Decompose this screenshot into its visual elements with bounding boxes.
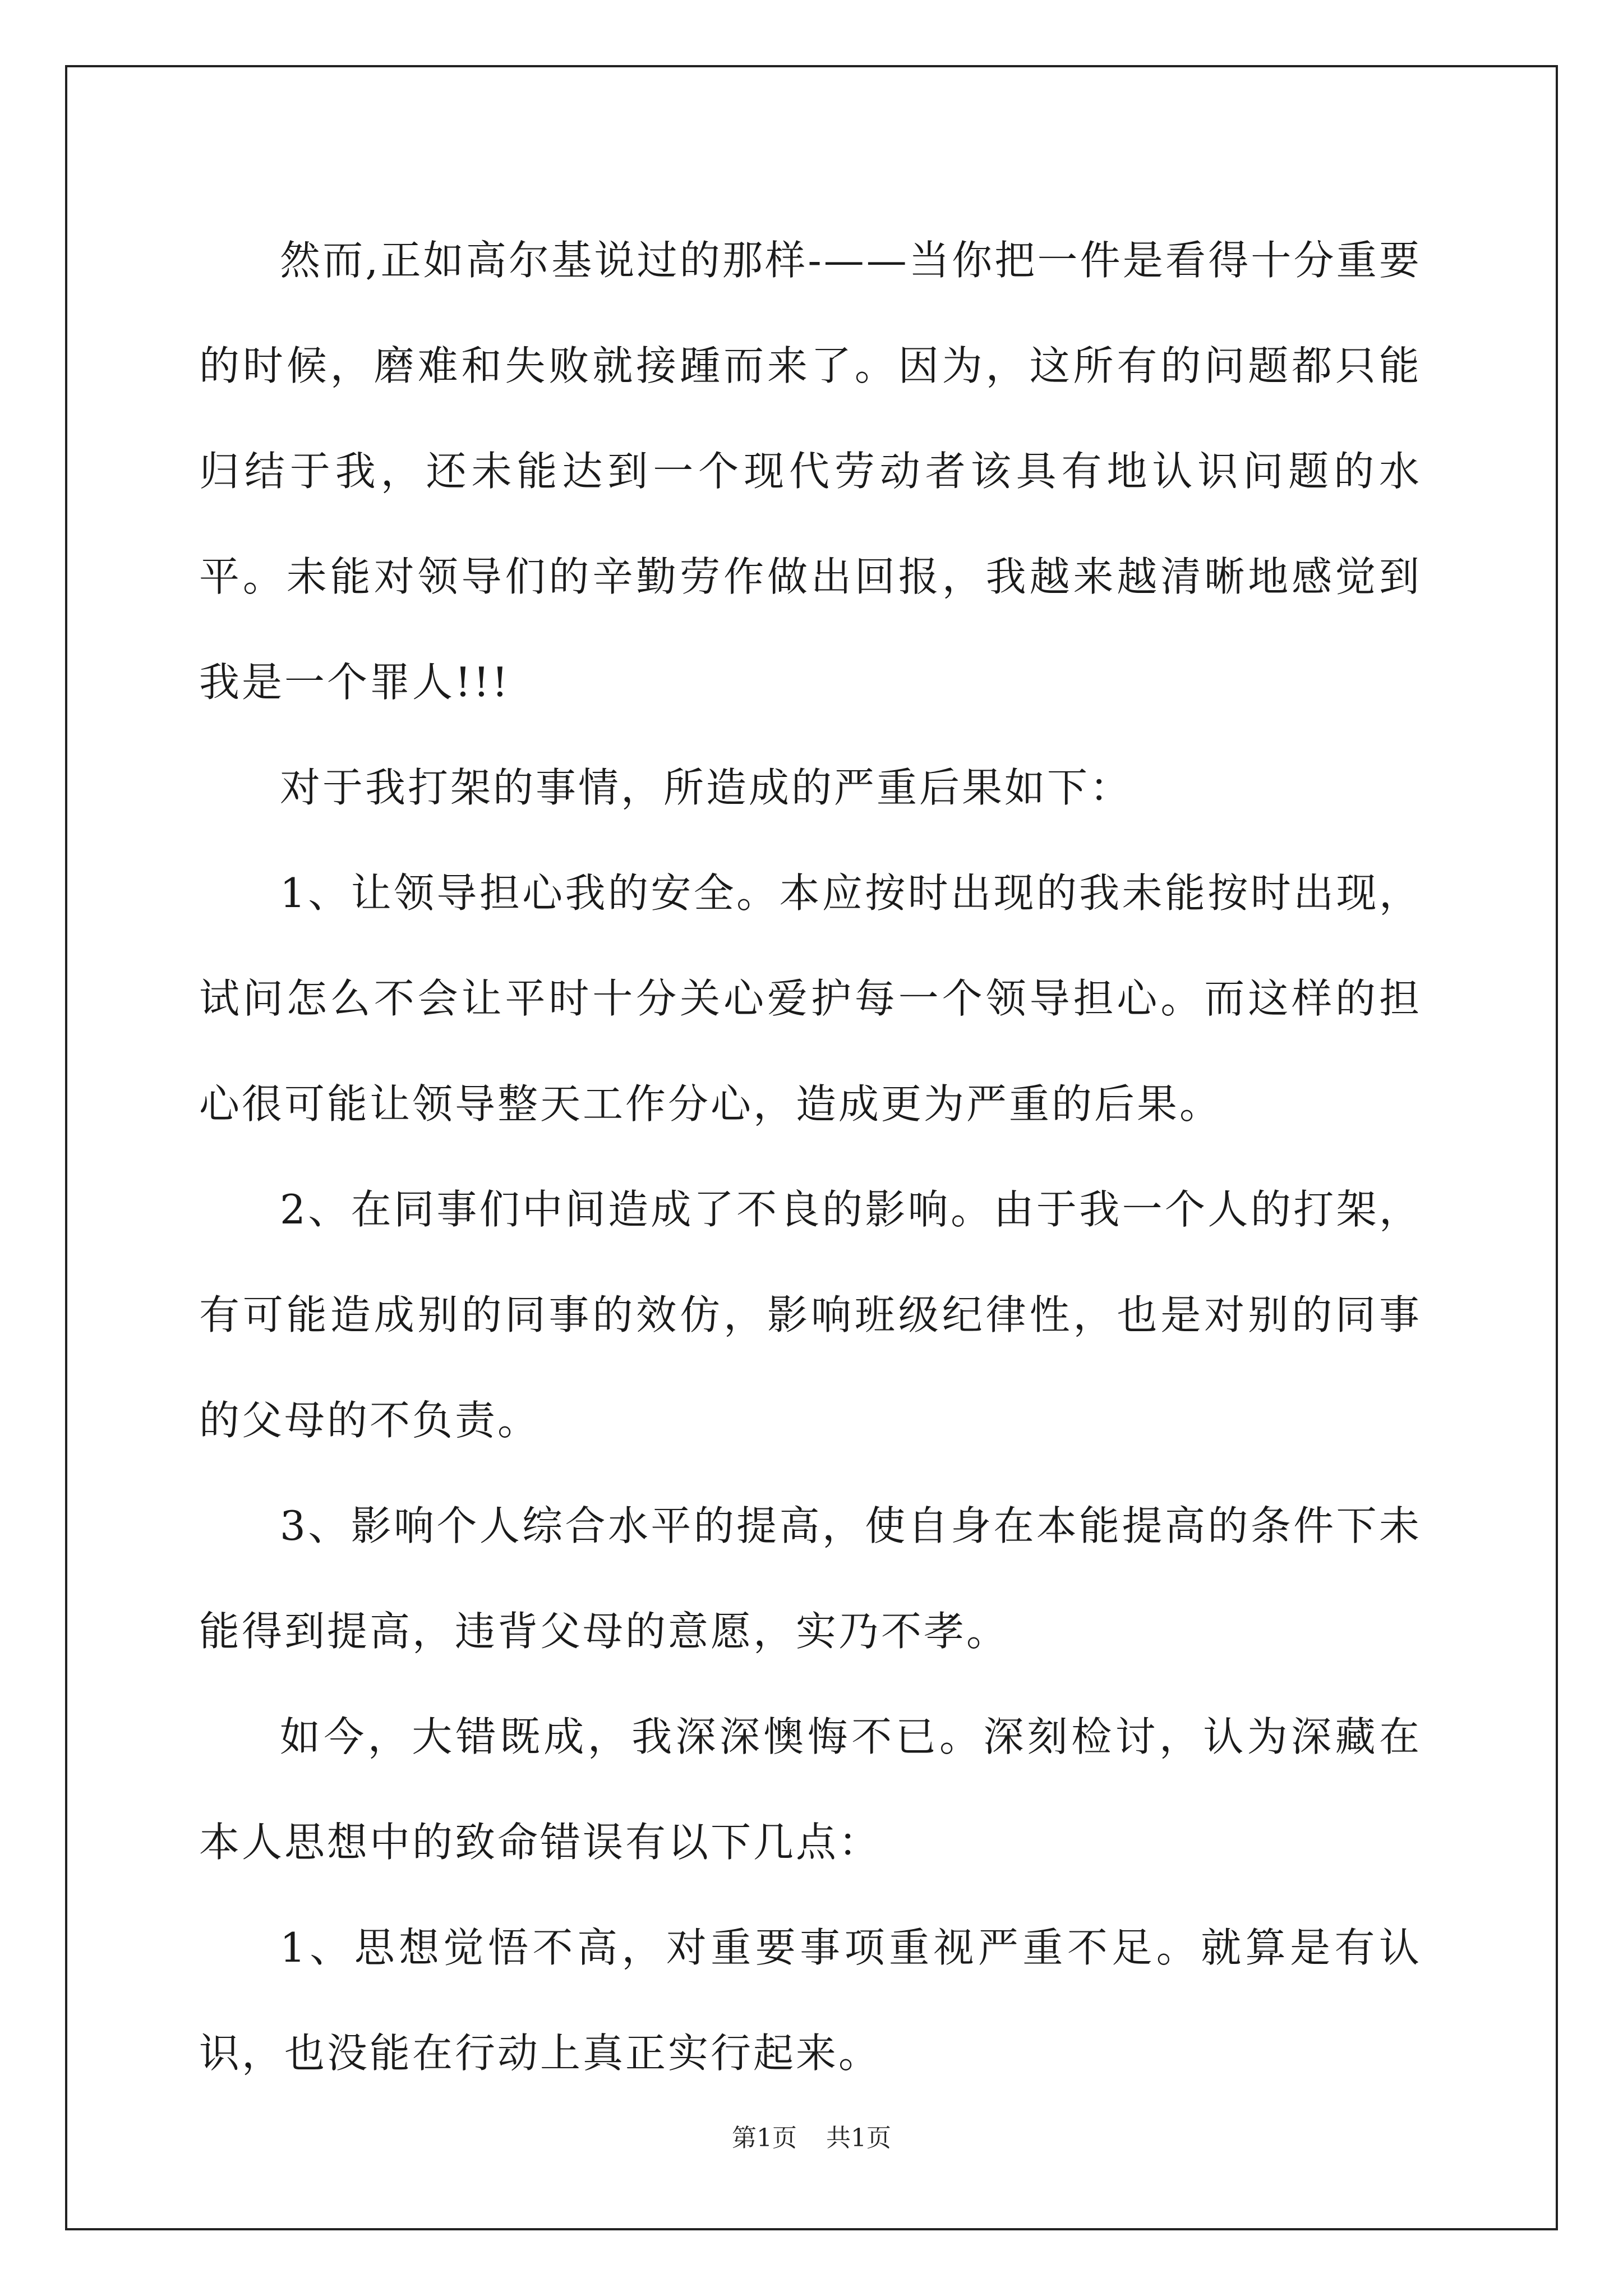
paragraph: 对于我打架的事情，所造成的严重后果如下： <box>280 764 1133 811</box>
document-body <box>199 208 1422 2106</box>
paragraph: 如今，大错既成，我深深懊悔不已。深刻检讨，认为深藏在本人思想中的致命错误有以下几点： <box>199 1713 1422 1866</box>
paragraph: 3、影响个人综合水平的提高，使自身在本能提高的条件下未能得到提高，违背父母的意愿，实乃不孝。 <box>199 1502 1422 1655</box>
paragraph: 1、让领导担心我的安全。本应按时出现的我未能按时出现，试问怎么不会让平时十分关心爱护每一个领导担心。而这样的担心很可能让领导整天工作分心，造成更为严重的后果。 <box>199 869 1422 1128</box>
page-number-current: 第1页 <box>732 2124 797 2152</box>
paragraph: 2、在同事们中间造成了不良的影响。由于我一个人的打架，有可能造成别的同事的效仿，影响班级纪律性，也是对别的同事的父母的不负责。 <box>199 1186 1422 1444</box>
paragraph: 1、思想觉悟不高，对重要事项重视严重不足。就算是有认识，也没能在行动上真正实行起来。 <box>199 1924 1422 2077</box>
page-footer <box>0 2122 1623 2155</box>
page-number-total: 共1页 <box>826 2124 891 2152</box>
paragraph: 然而,正如高尔基说过的那样-——当你把一件是看得十分重要的时候，磨难和失败就接踵而来了。因为，这所有的问题都只能归结于我，还未能达到一个现代劳动者该具有地认识问题的水平。未能对领导们的辛勤劳作做出回报，我越来越清晰地感觉到我是一个罪人!!! <box>199 237 1422 706</box>
